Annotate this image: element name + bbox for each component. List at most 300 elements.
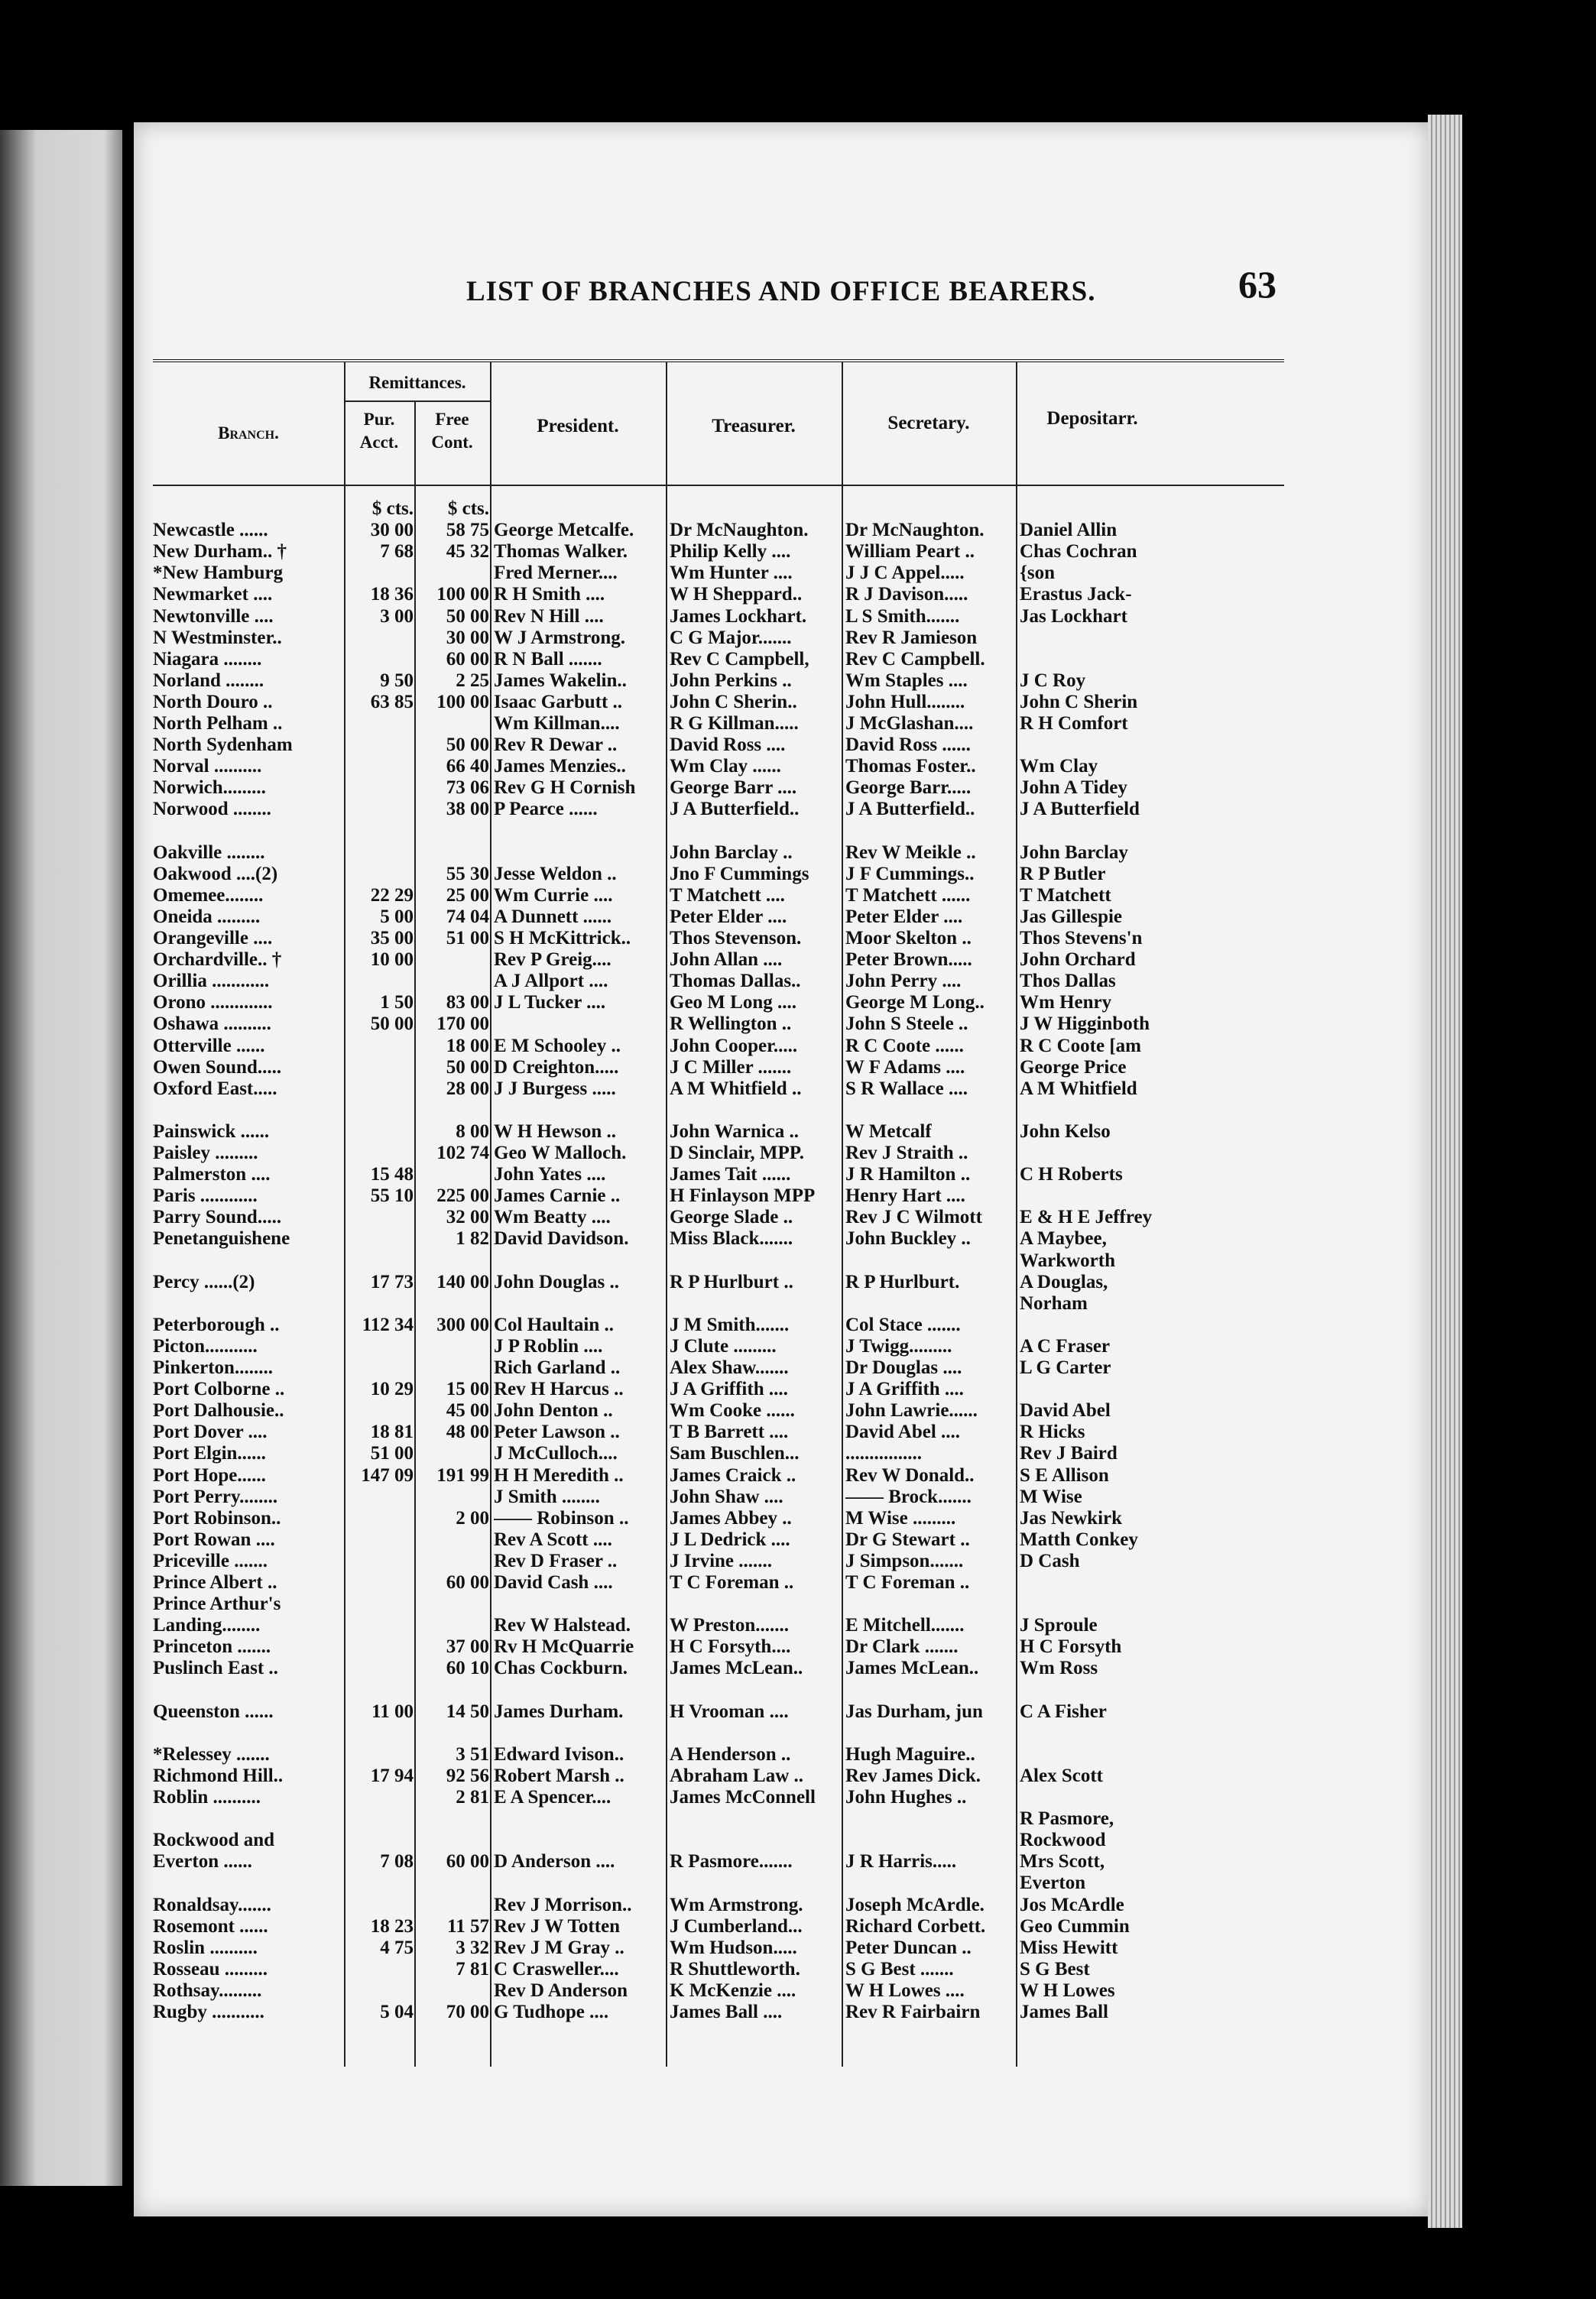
depositary-name: J W Higginboth (1020, 1013, 1150, 1035)
table-row (153, 1164, 1284, 1185)
president-name: John Douglas .. (494, 1271, 619, 1292)
table-row (153, 1357, 1284, 1379)
depositary-name: M Wise (1020, 1486, 1082, 1507)
secretary-name: Richard Corbett. (845, 1915, 986, 1937)
president-name: R N Ball ....... (494, 648, 602, 670)
free-cont-value: 100 00 (436, 584, 489, 605)
table-row (153, 1701, 1284, 1723)
header-president: President. (537, 416, 619, 436)
free-cont-value: 3 32 (456, 1937, 489, 1958)
remittances-rule (344, 400, 491, 402)
free-cont-value: 73 06 (446, 777, 489, 799)
depositary-name: R C Coote [am (1020, 1035, 1141, 1056)
table-row (153, 949, 1284, 971)
secretary-name: W Metcalf (845, 1120, 932, 1142)
depositary-name: Chas Cochran (1020, 541, 1137, 563)
table-row (153, 799, 1284, 820)
header-pur-acct: Pur. Acct. (359, 410, 399, 452)
depositary-name: S G Best (1020, 1958, 1090, 1980)
branch-name: Prince Albert .. (153, 1572, 277, 1593)
table-row (153, 1057, 1284, 1078)
branch-name: Puslinch East .. (153, 1658, 278, 1679)
depositary-name: Wm Clay (1020, 756, 1098, 777)
branch-name: Orchardville.. † (153, 949, 282, 971)
branch-name: Peterborough .. (153, 1314, 280, 1335)
branch-name: North Douro .. (153, 691, 273, 712)
president-name: Col Haultain .. (494, 1314, 614, 1335)
treasurer-name: H Vrooman .... (670, 1701, 789, 1722)
treasurer-name: R Shuttleworth. (670, 1958, 800, 1980)
header-remittances: Remittances. (368, 373, 466, 392)
treasurer-name: Thomas Dallas.. (670, 971, 801, 992)
table-row (153, 1100, 1284, 1121)
branch-name: Norwich......... (153, 777, 266, 799)
pur-acct-value: 15 48 (370, 1164, 414, 1185)
secretary-name: Rev J Straith .. (845, 1143, 968, 1163)
free-cont-value: 2 81 (456, 1787, 489, 1808)
pur-acct-value: 5 04 (380, 2002, 414, 2022)
treasurer-name: W Preston....... (670, 1615, 790, 1636)
secretary-name: Rev W Meikle .. (845, 841, 976, 863)
branch-name: Paris ............ (153, 1185, 258, 1207)
free-cont-value: 60 00 (446, 1851, 489, 1873)
table-row (153, 1680, 1284, 1701)
free-cont-value: 55 30 (446, 863, 489, 884)
treasurer-name: John Barclay .. (670, 841, 793, 863)
treasurer-name: T Matchett .... (670, 884, 785, 906)
president-name: —— Robinson .. (494, 1507, 629, 1529)
pur-acct-value: 63 85 (370, 691, 414, 712)
treasurer-name: A M Whitfield .. (670, 1078, 802, 1099)
table-row (153, 498, 1284, 520)
president-name: Rev A Scott .... (494, 1529, 612, 1550)
secretary-name: Thomas Foster.. (845, 756, 976, 777)
depositary-name: Jas Newkirk (1020, 1507, 1123, 1529)
president-name: George Metcalfe. (494, 520, 634, 541)
treasurer-name: John Shaw .... (670, 1486, 783, 1507)
branch-name: Rosemont ...... (153, 1915, 268, 1937)
branch-name: Port Hope...... (153, 1464, 266, 1486)
treasurer-name: John C Sherin.. (670, 691, 797, 712)
depositary-name: A Douglas, (1020, 1271, 1108, 1292)
branch-name: Orillia ............ (153, 971, 270, 992)
treasurer-name: John Warnica .. (670, 1120, 800, 1142)
president-name: J L Tucker .... (494, 992, 606, 1013)
branch-name: Norval .......... (153, 756, 262, 777)
table-row (153, 928, 1284, 949)
treasurer-name: James Abbey .. (670, 1507, 792, 1529)
free-cont-value: 60 00 (446, 1572, 489, 1593)
president-name: D Anderson .... (494, 1851, 615, 1873)
table-row (153, 1572, 1284, 1594)
president-name: J J Burgess ..... (494, 1078, 616, 1099)
table-row (153, 864, 1284, 885)
secretary-name: Dr G Stewart .. (845, 1529, 970, 1550)
secretary-name: ................ (845, 1443, 922, 1464)
table-row (153, 756, 1284, 777)
pur-acct-value: 3 00 (380, 605, 414, 627)
treasurer-name: James Lockhart. (670, 605, 807, 627)
header-free-cont: Free Cont. (431, 410, 473, 452)
free-cont-value: 15 00 (446, 1379, 489, 1400)
free-cont-value: 30 00 (446, 627, 489, 648)
branch-name: Norwood ........ (153, 799, 271, 820)
pur-acct-value: 11 00 (371, 1701, 414, 1722)
table-row (153, 692, 1284, 713)
secretary-name: John S Steele .. (845, 1013, 968, 1035)
branch-name: Picton........... (153, 1335, 258, 1357)
depositary-name: Matth Conkey (1020, 1529, 1138, 1550)
treasurer-name: T B Barrett .... (670, 1422, 789, 1443)
branch-name: Priceville ....... (153, 1550, 268, 1571)
depositary-name: James Ball (1020, 2002, 1108, 2022)
branch-name: Roslin .......... (153, 1937, 258, 1958)
secretary-name: R P Hurlburt. (845, 1271, 960, 1292)
president-name: Rev D Fraser .. (494, 1550, 618, 1571)
depositary-name: L G Carter (1020, 1357, 1111, 1378)
depositary-name: C A Fisher (1020, 1701, 1107, 1722)
treasurer-name: C G Major....... (670, 627, 792, 648)
depositary-name: John Orchard (1020, 949, 1136, 971)
branch-name: Oakville ........ (153, 841, 265, 863)
treasurer-name: James Ball .... (670, 2002, 783, 2022)
free-cont-value: 300 00 (436, 1314, 489, 1335)
secretary-name: —— Brock....... (845, 1486, 972, 1507)
branch-name: Prince Arthur's (153, 1594, 281, 1615)
president-name: R H Smith .... (494, 584, 605, 605)
branch-name: Niagara ........ (153, 648, 262, 670)
treasurer-name: Sam Buschlen... (670, 1443, 800, 1464)
branch-name: Port Perry........ (153, 1486, 278, 1507)
pur-acct-value: 18 36 (370, 584, 414, 605)
table-row (153, 1615, 1284, 1636)
depositary-name: John Barclay (1020, 841, 1128, 863)
pur-acct-value: 7 68 (380, 541, 414, 563)
free-cont-value: 100 00 (436, 691, 489, 712)
free-cont-value: 51 00 (446, 928, 489, 948)
branch-name: Port Robinson.. (153, 1507, 281, 1529)
table-row (153, 971, 1284, 992)
table-row (153, 1228, 1284, 1250)
branch-name: Omemee........ (153, 884, 264, 906)
table-row (153, 1379, 1284, 1400)
pur-acct-value: 50 00 (370, 1013, 414, 1035)
secretary-name: John Lawrie...... (845, 1400, 978, 1422)
table-row (153, 563, 1284, 584)
branch-name: Percy ......(2) (153, 1271, 255, 1292)
treasurer-name: J Irvine ....... (670, 1550, 773, 1571)
table-row (153, 1443, 1284, 1464)
branch-name: Orangeville .... (153, 928, 273, 948)
depositary-name: E & H E Jeffrey (1020, 1207, 1153, 1228)
depositary-name: J C Roy (1020, 670, 1086, 691)
secretary-name: T Matchett ...... (845, 884, 971, 906)
free-cont-value: 1 82 (456, 1228, 489, 1250)
branch-name: Oshawa .......... (153, 1013, 271, 1035)
table-row (153, 1078, 1284, 1100)
table-row (153, 1400, 1284, 1422)
table-row (153, 1980, 1284, 2002)
secretary-name: S R Wallace .... (845, 1078, 968, 1099)
depositary-name: D Cash (1020, 1550, 1080, 1571)
president-name: Rv H McQuarrie (494, 1636, 634, 1658)
table-row (153, 1143, 1284, 1164)
depositary-name: Norham (1020, 1292, 1088, 1314)
secretary-name: W H Lowes .... (845, 1980, 965, 2001)
free-cont-value: 50 00 (446, 734, 489, 756)
page-content (153, 138, 1284, 2163)
treasurer-name: Alex Shaw....... (670, 1357, 789, 1378)
table-row (153, 1658, 1284, 1679)
treasurer-name: Wm Hunter .... (670, 563, 793, 584)
treasurer-name: J A Butterfield.. (670, 799, 800, 820)
treasurer-name: T C Foreman .. (670, 1572, 794, 1593)
treasurer-name: A Henderson .. (670, 1743, 791, 1765)
president-name: D Creighton..... (494, 1056, 619, 1078)
table-row (153, 1959, 1284, 1980)
secretary-name: Rev J C Wilmott (845, 1207, 982, 1228)
branch-name: Rugby ........... (153, 2002, 264, 2022)
branch-name: Parry Sound..... (153, 1207, 282, 1228)
president-name: Robert Marsh .. (494, 1765, 624, 1786)
free-cont-value: 2 00 (456, 1507, 489, 1529)
treasurer-name: J C Miller ....... (670, 1056, 792, 1078)
branch-name: Newmarket .... (153, 584, 273, 605)
branch-name: North Pelham .. (153, 713, 283, 734)
president-name: Fred Merner.... (494, 563, 618, 584)
president-name: P Pearce ...... (494, 799, 598, 820)
free-cont-value: 70 00 (446, 2002, 489, 2022)
table-row (153, 520, 1284, 541)
depositary-name: Rockwood (1020, 1830, 1106, 1851)
pur-acct-value: 18 23 (370, 1915, 414, 1937)
branch-name: Rockwood and (153, 1830, 275, 1851)
branch-name: Port Elgin...... (153, 1443, 266, 1464)
secretary-name: Dr Douglas .... (845, 1357, 962, 1378)
president-name: Jesse Weldon .. (494, 863, 617, 884)
secretary-name: J J C Appel..... (845, 563, 965, 584)
depositary-name: C H Roberts (1020, 1164, 1123, 1185)
free-cont-value: 7 81 (456, 1958, 489, 1980)
table-row (153, 1121, 1284, 1143)
depositary-name: Wm Ross (1020, 1658, 1098, 1679)
secretary-name: Jas Durham, jun (845, 1701, 983, 1722)
secretary-name: Wm Staples .... (845, 670, 968, 691)
treasurer-name: Wm Armstrong. (670, 1894, 803, 1915)
branch-name: New Durham.. † (153, 541, 287, 563)
treasurer-name: George Slade .. (670, 1207, 793, 1228)
treasurer-name: Dr McNaughton. (670, 520, 809, 541)
secretary-name: Peter Elder .... (845, 906, 963, 927)
free-cont-value: 2 25 (456, 670, 489, 691)
treasurer-name: J A Griffith .... (670, 1379, 788, 1400)
branch-name: Everton ...... (153, 1851, 252, 1873)
table-row (153, 1551, 1284, 1572)
depositary-name: Daniel Allin (1020, 520, 1118, 541)
secretary-name: Dr Clark ....... (845, 1636, 959, 1658)
president-name: Rich Garland .. (494, 1357, 621, 1378)
depositary-name: Warkworth (1020, 1250, 1115, 1271)
secretary-name: David Ross ...... (845, 734, 971, 756)
depositary-name: Jos McArdle (1020, 1894, 1124, 1915)
depositary-name: Rev J Baird (1020, 1443, 1118, 1464)
table-row (153, 842, 1284, 864)
depositary-name: {son (1020, 563, 1055, 584)
treasurer-name: R P Hurlburt .. (670, 1271, 793, 1292)
treasurer-name: J L Dedrick .... (670, 1529, 790, 1550)
depositary-name: Jas Gillespie (1020, 906, 1123, 927)
president-name: Peter Lawson .. (494, 1422, 620, 1443)
page-title: LIST OF BRANCHES AND OFFICE BEARERS. (466, 276, 1096, 307)
secretary-name: Rev James Dick. (845, 1765, 981, 1786)
secretary-name: J F Cummings.. (845, 863, 975, 884)
branch-name: Oxford East..... (153, 1078, 277, 1099)
free-cont-value: 58 75 (446, 520, 489, 541)
treasurer-name: Abraham Law .. (670, 1765, 804, 1786)
treasurer-name: James Tait ...... (670, 1164, 791, 1185)
secretary-name: William Peart .. (845, 541, 975, 563)
secretary-name: J Simpson....... (845, 1550, 964, 1571)
secretary-name: Rev C Campbell. (845, 648, 985, 670)
table-row (153, 1250, 1284, 1272)
table-row (153, 1465, 1284, 1487)
depositary-name: Geo Cummin (1020, 1915, 1130, 1937)
treasurer-name: John Perkins .. (670, 670, 792, 691)
secretary-name: Peter Brown..... (845, 949, 972, 971)
secretary-name: Henry Hart .... (845, 1185, 965, 1207)
depositary-name: A Maybee, (1020, 1228, 1107, 1250)
table-row (153, 670, 1284, 692)
president-name: Rev J Morrison.. (494, 1894, 632, 1915)
secretary-name: John Perry .... (845, 971, 962, 992)
adjacent-page-edge (0, 130, 122, 2186)
branches-table (153, 359, 1284, 2090)
secretary-name: S G Best ....... (845, 1958, 954, 1980)
depositary-name: John Kelso (1020, 1120, 1111, 1142)
free-cont-value: 225 00 (436, 1185, 489, 1207)
table-row (153, 885, 1284, 906)
president-name: Geo W Malloch. (494, 1143, 627, 1163)
pur-acct-value: 35 00 (370, 928, 414, 948)
president-name: W J Armstrong. (494, 627, 625, 648)
table-row (153, 906, 1284, 928)
secretary-name: E Mitchell....... (845, 1615, 965, 1636)
secretary-name: Dr McNaughton. (845, 520, 985, 541)
branch-name: Owen Sound..... (153, 1056, 282, 1078)
header-branch: Branch. (218, 423, 279, 443)
depositary-name: Everton (1020, 1873, 1086, 1894)
table-row (153, 1916, 1284, 1937)
free-cont-value: 32 00 (446, 1207, 489, 1228)
header-rule (153, 485, 1284, 486)
free-cont-value: 45 00 (446, 1400, 489, 1422)
secretary-name: J A Griffith .... (845, 1379, 964, 1400)
president-name: G Tudhope .... (494, 2002, 609, 2022)
table-row (153, 584, 1284, 605)
table-row (153, 1723, 1284, 1744)
table-row (153, 541, 1284, 563)
depositary-name: H C Forsyth (1020, 1636, 1122, 1658)
president-name: Thomas Walker. (494, 541, 628, 563)
table-row (153, 1422, 1284, 1443)
branch-name: Palmerston .... (153, 1164, 271, 1185)
depositary-name: J Sproule (1020, 1615, 1098, 1636)
table-row (153, 606, 1284, 627)
president-name: James Carnie .. (494, 1185, 621, 1207)
secretary-name: Rev R Jamieson (845, 627, 978, 648)
free-cont-value: 48 00 (446, 1422, 489, 1443)
branch-name: Orono ............. (153, 992, 273, 1013)
table-row (153, 1036, 1284, 1057)
pur-acct-value: 10 29 (370, 1379, 414, 1400)
president-name: Isaac Garbutt .. (494, 691, 623, 712)
pur-acct-value: 10 00 (370, 949, 414, 971)
table-row (153, 1207, 1284, 1228)
table-row (153, 1315, 1284, 1336)
president-name: Rev W Halstead. (494, 1615, 631, 1636)
president-name: Rev H Harcus .. (494, 1379, 624, 1400)
table-row (153, 713, 1284, 734)
treasurer-name: J M Smith....... (670, 1314, 790, 1335)
pur-acct-value: 17 94 (370, 1765, 414, 1786)
pur-acct-value: 18 81 (370, 1422, 414, 1443)
president-name: Edward Ivison.. (494, 1743, 624, 1765)
president-name: Rev N Hill .... (494, 605, 604, 627)
table-row (153, 649, 1284, 670)
branch-name: Port Dover .... (153, 1422, 268, 1443)
secretary-name: J McGlashan.... (845, 713, 974, 734)
president-name: James Wakelin.. (494, 670, 627, 691)
pur-acct-value: 112 34 (362, 1314, 414, 1335)
branch-name: Princeton ....... (153, 1636, 271, 1658)
page-stack-edge (1428, 115, 1462, 2228)
secretary-name: R J Davison..... (845, 584, 968, 605)
president-name: C Crasweller.... (494, 1958, 619, 1980)
table-row (153, 992, 1284, 1013)
depositary-name: John C Sherin (1020, 691, 1138, 712)
treasurer-name: James McLean.. (670, 1658, 803, 1679)
depositary-name: A M Whitfield (1020, 1078, 1137, 1099)
free-cont-value: 60 00 (446, 648, 489, 670)
secretary-name: Rev W Donald.. (845, 1464, 975, 1486)
treasurer-name: George Barr .... (670, 777, 797, 799)
pur-acct-value: $ cts. (371, 498, 414, 519)
secretary-name: L S Smith....... (845, 605, 960, 627)
treasurer-name: Wm Hudson..... (670, 1937, 797, 1958)
secretary-name: George M Long.. (845, 992, 985, 1013)
treasurer-name: John Cooper..... (670, 1035, 798, 1056)
depositary-name: Jas Lockhart (1020, 605, 1127, 627)
table-row (153, 1013, 1284, 1035)
treasurer-name: J Cumberland... (670, 1915, 803, 1937)
treasurer-name: J Clute ......... (670, 1335, 777, 1357)
table-row (153, 1293, 1284, 1315)
table-row (153, 734, 1284, 756)
president-name: Wm Killman.... (494, 713, 620, 734)
depositary-name: R P Butler (1020, 863, 1106, 884)
president-name: Wm Currie .... (494, 884, 613, 906)
free-cont-value: 60 10 (446, 1658, 489, 1679)
branch-name: Paisley ......... (153, 1143, 258, 1163)
treasurer-name: Miss Black....... (670, 1228, 793, 1250)
free-cont-value: 8 00 (456, 1120, 489, 1142)
secretary-name: R C Coote ...... (845, 1035, 964, 1056)
pur-acct-value: 1 50 (380, 992, 414, 1013)
president-name: James Durham. (494, 1701, 624, 1722)
table-row (153, 1272, 1284, 1293)
depositary-name: David Abel (1020, 1400, 1111, 1422)
secretary-name: James McLean.. (845, 1658, 979, 1679)
